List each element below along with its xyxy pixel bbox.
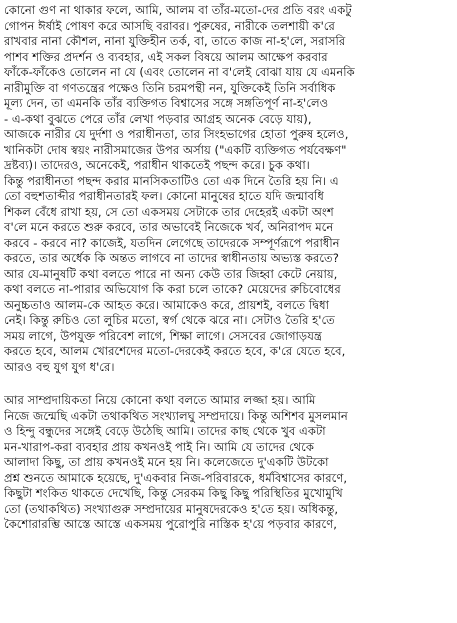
text-line: দ্রষ্টব্য)। তাদেরও, অনেকেই, পরাধীন থাকতেই পছন্দ করে। চুক কথা।	[4, 158, 310, 172]
text-line: শিকল বেঁধে রাখা হয়, সে তো একসময় সেটাকে তার দেহেরই একটা অংশ	[4, 204, 334, 219]
text-line: আর সাম্প্রদায়িকতা নিয়ে কোনো কথা বলতে আমার লজ্জা হয়। আমি	[4, 393, 316, 407]
text-line: মূল্য দেন, তা এমনকি তাঁর ব্যক্তিগত বিশ্বাসের সঙ্গে সঙ্গতিপূর্ণ না-হ'লেও	[4, 96, 329, 110]
text-line: আলাদা কিছু, তা প্রায় কখনওই মনে হয় নি। কলেজেতে দু'একটি উটকো	[4, 455, 329, 469]
text-line: ব'লে মনে করতে শুরু করবে, তার অভাবেই নিজেকে খর্ব, অনিরাপদ মনে	[4, 220, 334, 234]
text-line: নিজে জন্মেছি একটা তথাকথিত সংখ্যালঘু সম্প্রদায়ে। কিন্তু অশিশব মুসলমান	[4, 408, 348, 423]
text-line: কথা বলতে না-পারার অভিযোগ কি করা চলে তাকে? মেয়েদের রুচিবোধের	[4, 282, 341, 296]
text-line: - এ-কথা বুঝতে পেরে তাঁর লেখা পড়বার আগ্রহ অনেক বেড়ে যায়),	[4, 111, 312, 126]
paragraph-gap	[4, 375, 454, 393]
text-line: করতে হবে, আলম খোরশেদের মতো-দেরকেই করতে হবে, ক'রে যেতে হবে,	[4, 344, 346, 358]
paragraph-2	[4, 393, 454, 533]
text-line: সময় লাগে, উপযুক্ত পরিবেশ লাগে, শিক্ষা লাগে। সেসবের জোগাড়যন্ত্র	[4, 328, 322, 343]
text-line: কৈশোরারম্ভি আস্তে আস্তে একসময় পুরোপুরি নাস্তিক হ'য়ে পড়বার কারণে,	[4, 517, 337, 531]
text-line: কোনো গুণ না থাকার ফলে, আমি, আলম বা তাঁর-মতো-দের প্রতি বরং একটু	[4, 3, 352, 17]
paragraph-1	[4, 3, 454, 375]
text-line: ও হিন্দু বন্ধুদের সঙ্গেই বেড়ে উঠেছি আমি। তাদের কাছ থেকে খুব একটা	[4, 424, 326, 438]
text-line: পাশব শক্তির প্রদর্শন ও ব্যবহার, এই সকল বিষয়ে আলম আক্ষেপ করবার	[4, 49, 328, 64]
text-line: করবে - করবে না? কাজেই, যতদিন লেগেছে তাদেরকে সম্পূর্ণরূপে পরাধীন	[4, 235, 340, 250]
text-line: আজকে নারীর যে দুর্দশা ও পরাধীনতা, তার সিংহভাগের হোতা পুরুষ হলেও,	[4, 127, 349, 141]
text-line: নারীমুক্তি বা গণতন্ত্রের পক্ষেও তিনি চরমপন্থী নন, যুক্তিকেই তিনি সর্বাধিক	[4, 80, 336, 95]
text-line: মন-খারাপ-করা ব্যবহার প্রায় কখনওই পাই নি। আমি যে তাদের থেকে	[4, 439, 314, 454]
text-line: তো বহুশতাব্দীর পরাধীনতারই ফল। কোনো মানুষের হাতে যদি জন্মাবধি	[4, 189, 324, 203]
text-line: কিছুটা শংকিত থাকতে দেখেছি, কিন্তু সেরকম কিছু কিছু পরিস্থিতির মুখোমুখি	[4, 486, 343, 500]
text-line: রাখবার নানা কৌশল, নানা যুক্তিহীন তর্ক, বা, তাতে কাজ না-হ'লে, সরাসরি	[4, 34, 346, 48]
text-line: নেই। কিন্তু রুচিও তো লুচির মতো, স্বর্গ থেকে ঝরে না। সেটাও তৈরি হ'তে	[4, 313, 335, 327]
text-line: খানিকটা দোষ স্বয়ং নারীসমাজের উপর অর্সায় ("একটি ব্যক্তিগত পর্যবেক্ষণ"	[4, 142, 347, 157]
text-line: গোপন ঈর্ষাই পোষণ করে আসছি বরাবর। পুরুষের, নারীকে তলশায়ী ক'রে	[4, 18, 335, 33]
document-page	[4, 3, 454, 533]
text-line: আর যে-মানুষটি কথা বলতে পারে না অন্য কেউ তার জিহ্বা কেটে নেয়ায়,	[4, 266, 338, 281]
text-line: অনুচ্চতাও আলম-কে আহত করে। আমাকেও করে, প্রায়শই, বলতে দ্বিধা	[4, 297, 329, 312]
text-line: করতে, তার অর্ধেক কি অন্তত লাগবে না তাদের স্বাধীনতায় অভ্যস্ত করতে?	[4, 251, 339, 265]
text-line: আরও বহু যুগ যুগ ধ'রে।	[4, 359, 115, 374]
text-line: প্রশ্ন শুনতে আমাকে হয়েছে, দু'একবার নিজ-পরিবারকে, ধর্মবিশ্বাসের কারণে,	[4, 470, 348, 485]
text-line: কিন্তু পরাধীনতা পছন্দ করার মানসিকতাটিও তো এক দিনে তৈরি হয় নি। এ	[4, 173, 339, 188]
text-line: ফাঁকে-ফাঁকেও তোলেন না যে (এবং তোলেন না ব'লেই বোঝা যায় যে এমনকি	[4, 65, 355, 79]
text-line: তো (তথাকথিত) সংখ্যাগুরু সম্প্রদায়ের মানুষদেরকেও হ'তে হয়। অধিকন্তু,	[4, 501, 339, 516]
